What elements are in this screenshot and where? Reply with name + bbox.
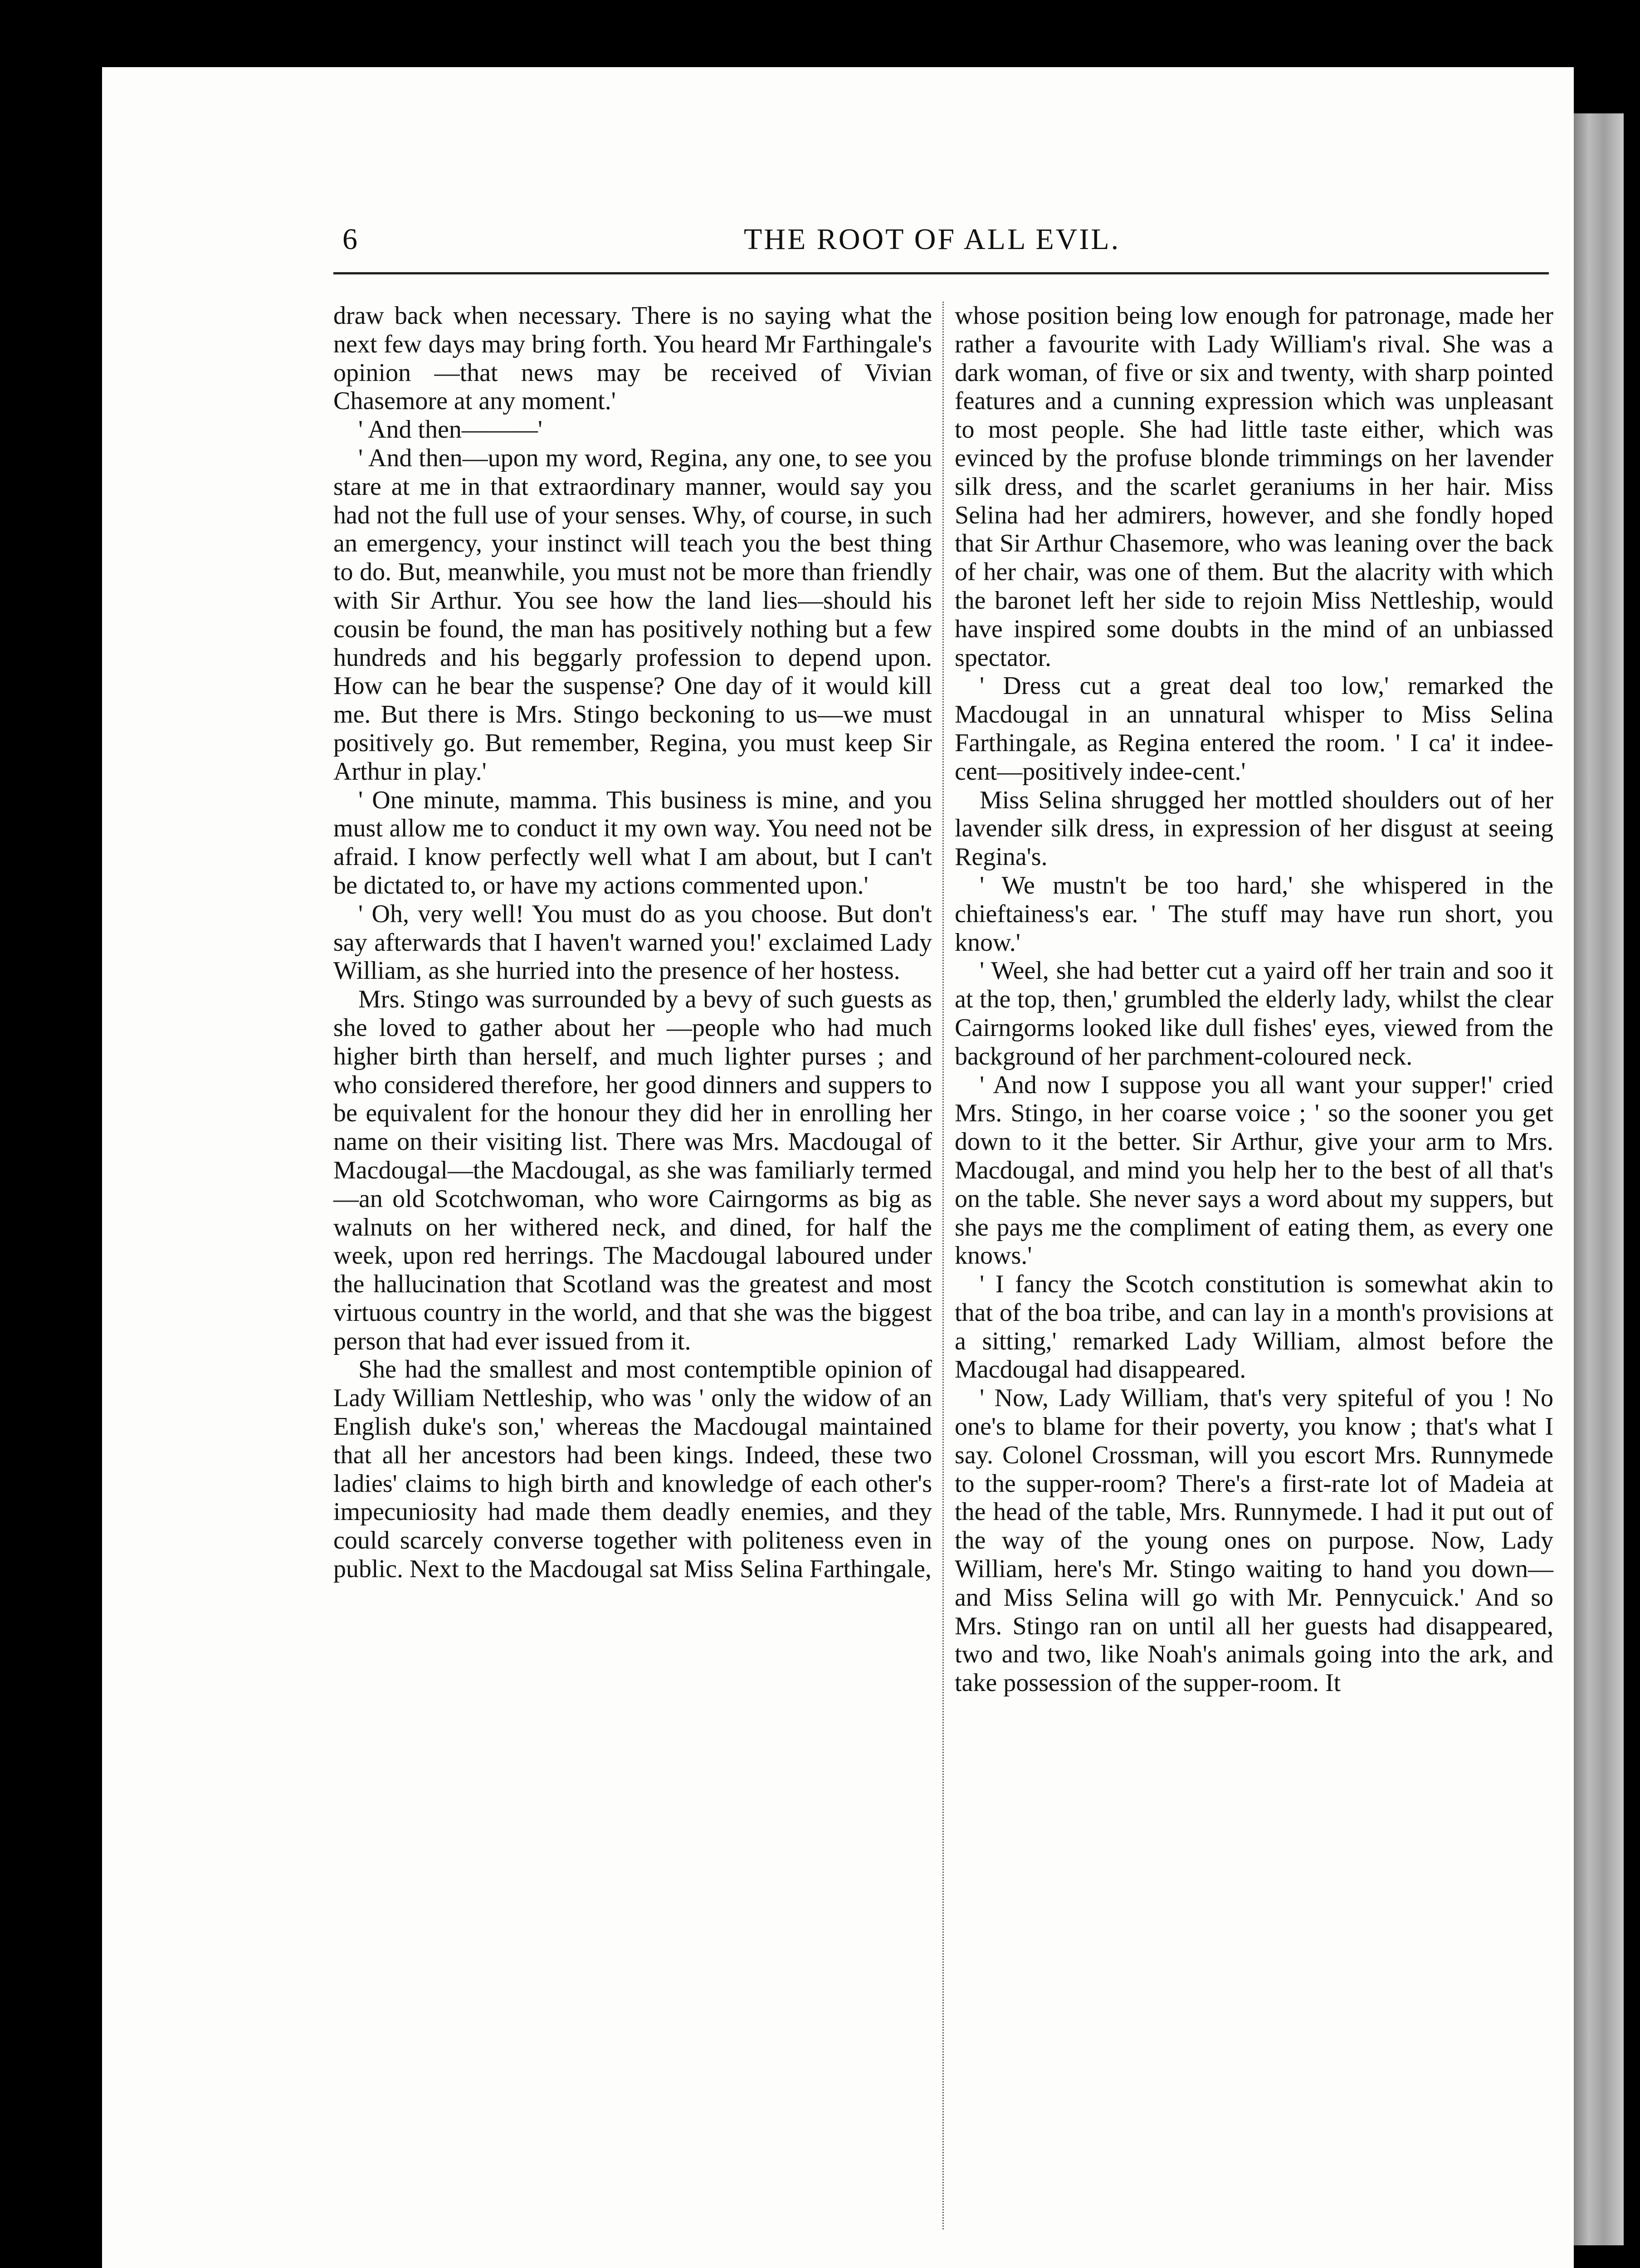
running-title: THE ROOT OF ALL EVIL.	[744, 223, 1121, 256]
paragraph: ' Dress cut a great deal too low,' remarked the Macdougal in an unnatural whisper to Miss Selina Farthingale, as Regina entered the room. ' I ca' it indee-cent—positively indee-cent.'	[955, 672, 1553, 786]
paragraph: ' Weel, she had better cut a yaird off her train and soo it at the top, then,' grumbled the elderly lady, whilst the clear Cairngorms looked like dull fishes' eyes, viewed from the background of her parchment-coloured neck.	[955, 957, 1553, 1070]
page-edge-shadow	[1574, 113, 1624, 2245]
paragraph: ' And now I suppose you all want your supper!' cried Mrs. Stingo, in her coarse voice ; ' so the sooner you get down to it the better. Sir Arthur, give your arm to Mrs. Macdougal, and mind you help her to the best of all that's on the table. She never says a word about my suppers, but she pays me the compliment of eating them, as every one knows.'	[955, 1070, 1553, 1270]
paragraph: draw back when necessary. There is no saying what the next few days may bring forth. You heard Mr Farthingale's opinion —that news may be received of Vivian Chasemore at any moment.'	[333, 302, 932, 415]
paragraph: Miss Selina shrugged her mottled shoulders out of her lavender silk dress, in expression of her disgust at seeing Regina's.	[955, 786, 1553, 871]
paragraph: ' And then———'	[358, 415, 542, 444]
paragraph: whose position being low enough for patronage, made her rather a favourite with Lady William's rival. She was a dark woman, of five or six and twenty, with sharp pointed features and a cunning expression which was unpleasant to most people. She had little taste either, which was evinced by the profuse blonde trimmings on her lavender silk dress, and the scarlet geraniums in her hair. Miss Selina had her admirers, however, and she fondly hoped that Sir Arthur Chasemore, who was leaning over the back of her chair, was one of them. But the alacrity with which the baronet left her side to rejoin Miss Nettleship, would have inspired some doubts in the mind of an unbiassed spectator.	[955, 302, 1553, 672]
paragraph: Mrs. Stingo was surrounded by a bevy of such guests as she loved to gather about her —people who had much higher birth than herself, and much lighter purses ; and who considered therefore, her good dinners and suppers to be equivalent for the honour they did her in enrolling her name on their visiting list. There was Mrs. Macdougal of Macdougal—the Macdougal, as she was familiarly termed—an old Scotchwoman, who wore Cairngorms as big as walnuts on her withered neck, and dined, for half the week, upon red herrings. The Macdougal laboured under the hallucination that Scotland was the greatest and most virtuous country in the world, and that she was the biggest person that had ever issued from it.	[333, 985, 932, 1355]
column-divider	[942, 302, 944, 2229]
page-number: 6	[342, 223, 357, 256]
paragraph: ' Oh, very well! You must do as you choose. But don't say afterwards that I haven't warned you!' exclaimed Lady William, as she hurried into the presence of her hostess.	[333, 899, 932, 985]
paragraph: She had the smallest and most contemptible opinion of Lady William Nettleship, who was ' only the widow of an English duke's son,' whereas the Macdougal maintained that all her ancestors had been kings. Indeed, these two ladies' claims to high birth and knowledge of each other's impecuniosity had made them deadly enemies, and they could scarcely converse together with politeness even in public. Next to the Macdougal sat Miss Selina Farthingale,	[333, 1355, 932, 1584]
paragraph: ' Now, Lady William, that's very spiteful of you ! No one's to blame for their poverty, you know ; that's what I say. Colonel Crossman, will you escort Mrs. Runnymede to the supper-room? There's a first-rate lot of Madeia at the head of the table, Mrs. Runnymede. I had it put out of the way of the young ones on purpose. Now, Lady William, here's Mr. Stingo waiting to hand you down—and Miss Selina will go with Mr. Pennycuick.' And so Mrs. Stingo ran on until all her guests had disappeared, two and two, like Noah's animals going into the ark, and take possession of the supper-room. It	[955, 1384, 1553, 1697]
paragraph: ' We mustn't be too hard,' she whispered in the chieftainess's ear. ' The stuff may have run short, you know.'	[955, 871, 1553, 957]
paragraph: ' And then—upon my word, Regina, any one, to see you stare at me in that extraordinary manner, would say you had not the full use of your senses. Why, of course, in such an emergency, your instinct will teach you the best thing to do. But, meanwhile, you must not be more than friendly with Sir Arthur. You see how the land lies—should his cousin be found, the man has positively nothing but a few hundreds and his beggarly profession to depend upon. How can he bear the suspense? One day of it would kill me. But there is Mrs. Stingo beckoning to us—we must positively go. But remember, Regina, you must keep Sir Arthur in play.'	[333, 444, 932, 786]
right-column	[955, 302, 1553, 1697]
paragraph: ' One minute, mamma. This business is mine, and you must allow me to conduct it my own way. You need not be afraid. I know perfectly well what I am about, but I can't be dictated to, or have my actions commented upon.'	[333, 786, 932, 899]
left-column	[333, 302, 932, 1584]
header-rule	[333, 272, 1549, 274]
paragraph: ' I fancy the Scotch constitution is somewhat akin to that of the boa tribe, and can lay in a month's provisions at a sitting,' remarked Lady William, almost before the Macdougal had disappeared.	[955, 1270, 1553, 1384]
